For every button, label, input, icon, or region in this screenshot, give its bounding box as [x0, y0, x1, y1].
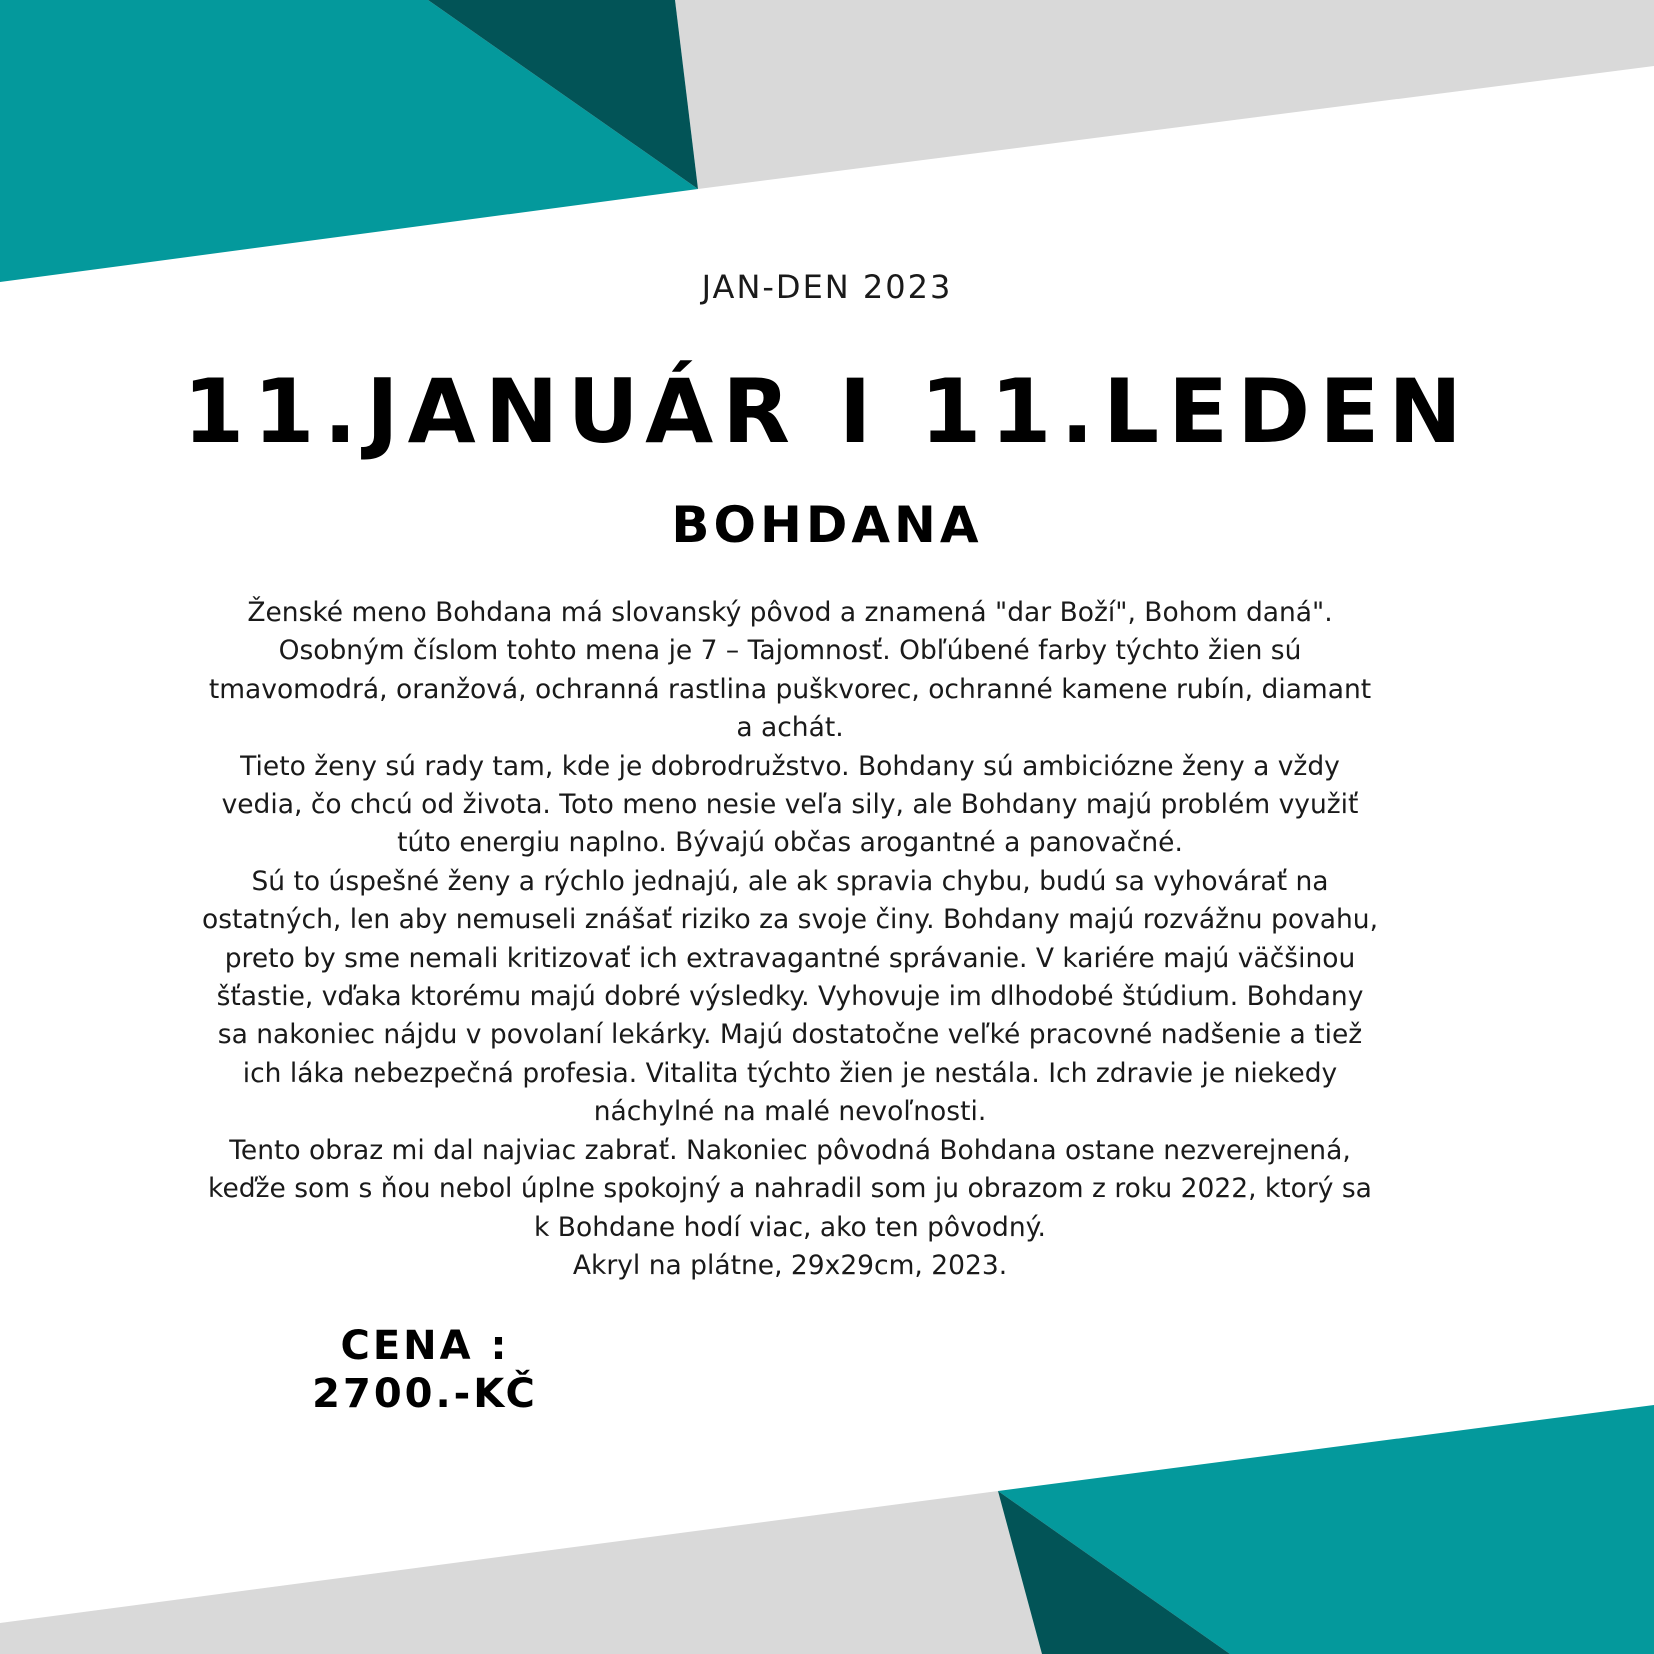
description-paragraph: Ženské meno Bohdana má slovanský pôvod a znamená "dar Boží", Bohom daná". Osobným číslom tohto mena je 7 – Tajomnosť. Obľúbené farby týchto žien sú tmavomodrá, oranžová, ochranná rastlina puškvorec, ochranné kamene rubín, diamant a achát.	[208, 597, 1372, 744]
price-block	[290, 1322, 560, 1418]
price-label: CENA :	[340, 1323, 510, 1369]
description-paragraph: Tento obraz mi dal najviac zabrať. Nakoniec pôvodná Bohdana ostane nezverejnená, keďže som s ňou nebol úplne spokojný a nahradil som ju obrazom z roku 2022, ktorý sa k Bohdane hodí viac, ako ten pôvodný.	[208, 1134, 1372, 1243]
name-heading: BOHDANA	[671, 496, 983, 554]
page-title: 11.JANUÁR I 11.LEDEN	[183, 360, 1471, 463]
top-gray-band	[675, 0, 1654, 189]
price-value: 2700.-KČ	[312, 1371, 538, 1417]
description-paragraph: Sú to úspešné ženy a rýchlo jednajú, ale ak spravia chybu, budú sa vyhovárať na ostatných, len aby nemuseli znášať riziko za svoje činy. Bohdany majú rozvážnu povahu, preto by sme nemali kritizovať ich extravagantné správanie. V kariére majú väčšinou šťastie, vďaka ktorému majú dobré výsledky. Vyhovuje im dlhodobé štúdium. Bohdany sa nakoniec nájdu v povolaní lekárky. Majú dostatočne veľké pracovné nadšenie a tiež ich láka nebezpečná profesia. Vitalita týchto žien je nestála. Ich zdravie je niekedy náchylné na malé nevoľnosti.	[201, 865, 1378, 1128]
description-body	[200, 594, 1380, 1285]
artwork-details: Akryl na plátne, 29x29cm, 2023.	[572, 1249, 1008, 1281]
description-paragraph: Tieto ženy sú rady tam, kde je dobrodružstvo. Bohdany sú ambiciózne ženy a vždy vedia, čo chcú od života. Toto meno nesie veľa sily, ale Bohdany majú problém využiť túto energiu naplno. Bývajú občas arogantné a panovačné.	[221, 750, 1359, 859]
date-range-subtitle: JAN-DEN 2023	[701, 268, 953, 306]
